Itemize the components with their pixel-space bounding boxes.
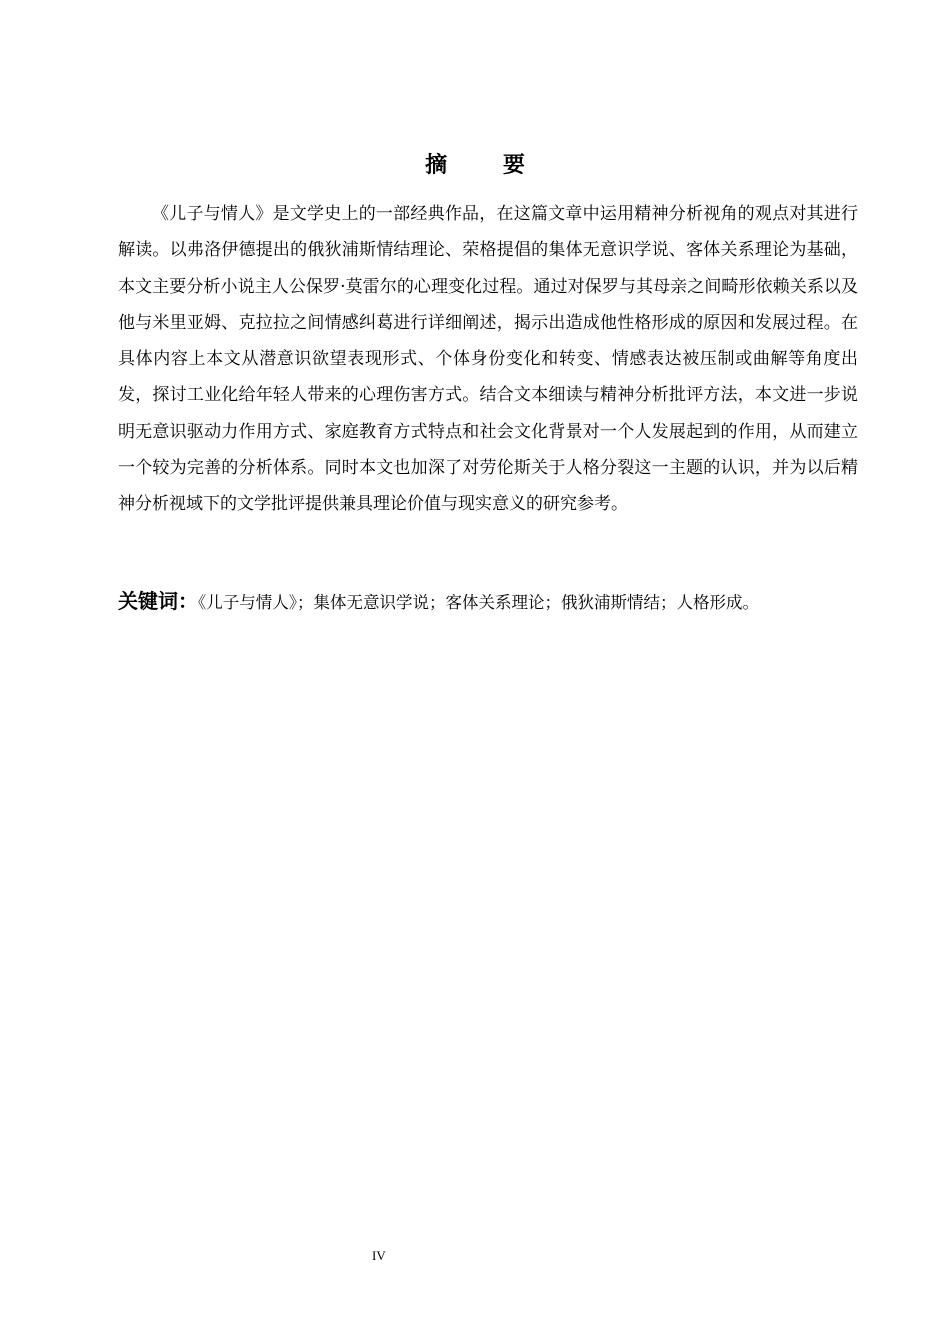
page-number: IV [372,1248,386,1263]
keywords-label: 关键词： [118,589,198,613]
keywords-text: 《儿子与情人》；集体无意识学说；客体关系理论；俄狄浦斯情结；人格形成。 [198,593,759,612]
page-title: 摘 要 [425,153,549,178]
keywords-line [118,582,858,622]
abstract-paragraph: 《儿子与情人》是文学史上的一部经典作品，在这篇文章中运用精神分析视角的观点对其进行解读。以弗洛伊德提出的俄狄浦斯情结理论、荣格提倡的集体无意识学说、客体关系理论为基础，本文主要分析小说主人公保罗·莫雷尔的心理变化过程。通过对保罗与其母亲之间畸形依赖关系以及他与米里亚姆、克拉拉之间情感纠葛进行详细阐述，揭示出造成他性格形成的原因和发展过程。在具体内容上本文从潜意识欲望表现形式、个体身份变化和转变、情感表达被压制或曲解等角度出发，探讨工业化给年轻人带来的心理伤害方式。结合文本细读与精神分析批评方法，本文进一步说明无意识驱动力作用方式、家庭教育方式特点和社会文化背景对一个人发展起到的作用，从而建立一个较为完善的分析体系。同时本文也加深了对劳伦斯关于人格分裂这一主题的认识，并为以后精神分析视域下的文学批评提供兼具理论价值与现实意义的研究参考。 [118,204,858,515]
